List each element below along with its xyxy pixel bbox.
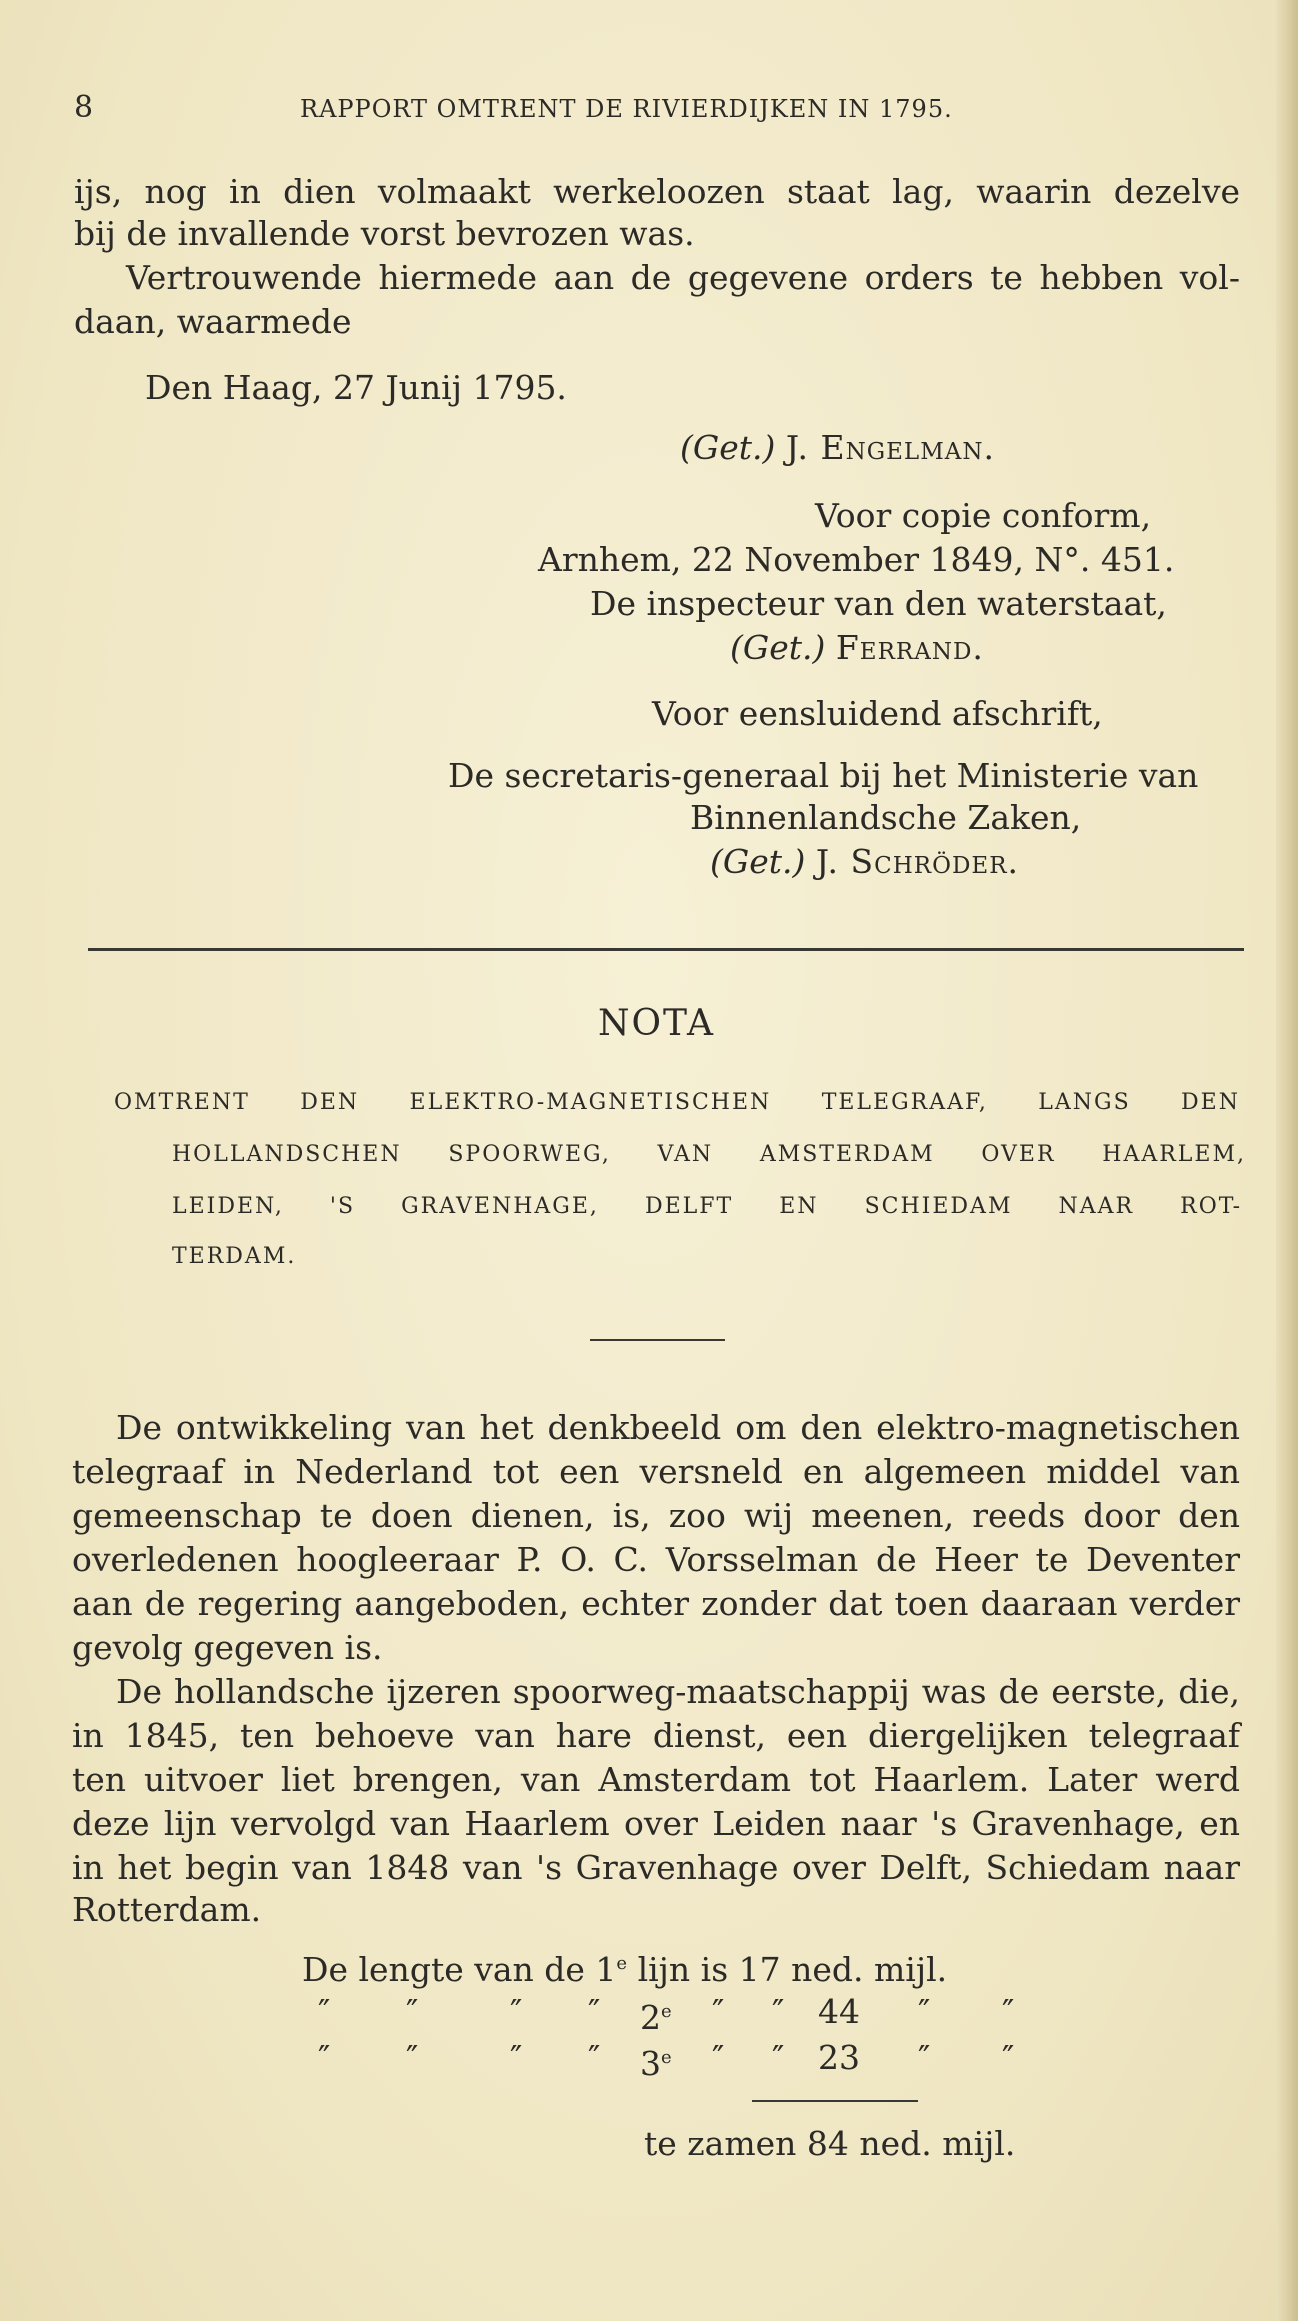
ditto-mark: ″ [1002,1992,1015,2031]
get-prefix: (Get.) [680,428,776,467]
ditto-mark: ″ [588,1992,601,2031]
ditto-mark: ″ [1002,2038,1015,2077]
ordinal-number: 3 [640,2044,661,2083]
total-length: te zamen 84 ned. mijl. [644,2124,1016,2163]
short-divider [590,1339,725,1341]
length-row-1 [302,1944,947,1990]
length-value: 44 [818,1992,860,2031]
ditto-mark: ″ [318,2038,331,2077]
page-number: 8 [74,90,95,125]
ditto-mark: ″ [588,2038,601,2077]
length-value: 23 [818,2038,860,2077]
page-spine-edge [1276,0,1298,2321]
signer-name: J. Engelman. [785,428,995,467]
body-line-6: gevolg gegeven is. [72,1628,383,1667]
ditto-mark: ″ [918,2038,931,2077]
place-date: Den Haag, 27 Junij 1795. [145,368,567,407]
ordinal-number: 2 [640,1998,661,2037]
signer-name: Ferrand. [835,628,984,667]
ordinal-sup: e [661,2047,672,2068]
body-line-9: ten uitvoer liet brengen, van Amsterdam tot Haarlem. Later werd [72,1760,1240,1799]
body-line-7: De hollandsche ijzeren spoorweg-maatschappij was de eerste, die, [116,1672,1240,1711]
ordinal-sup: e [661,2001,672,2022]
body-line-11: in het begin van 1848 van 's Gravenhage over Delft, Schiedam naar [72,1848,1240,1887]
ditto-mark: ″ [712,2038,725,2077]
letter-line-2: bij de invallende vorst bevrozen was. [74,214,695,253]
ditto-mark: ″ [772,1992,785,2031]
nota-title: NOTA [598,1003,716,1044]
signer-name: J. Schröder. [815,842,1020,881]
secretary-line-1: De secretaris-generaal bij het Ministerie van [448,756,1199,795]
body-line-5: aan de regering aangeboden, echter zonder dat toen daaraan verder [72,1584,1240,1623]
ditto-mark: ″ [510,2038,523,2077]
sum-rule [752,2100,918,2102]
signature-engelman [680,428,995,468]
body-line-8: in 1845, ten behoeve van hare dienst, een diergelijken telegraaf [72,1716,1240,1755]
ditto-mark: ″ [918,1992,931,2031]
secretary-line-2: Binnenlandsche Zaken, [690,798,1082,837]
ditto-mark: ″ [510,1992,523,2031]
letter-line-1: ijs, nog in dien volmaakt werkeloozen staat lag, waarin dezelve [74,172,1240,211]
letter-line-4: daan, waarmede [74,302,352,341]
copy-place-date: Arnhem, 22 November 1849, N°. 451. [538,540,1175,579]
signature-schroder [710,842,1019,882]
signature-ferrand [730,628,984,668]
ditto-mark: ″ [406,2038,419,2077]
eensluidend-afschrift: Voor eensluidend afschrift, [652,694,1103,733]
body-line-12: Rotterdam. [72,1890,262,1929]
body-line-1: De ontwikkeling van het denkbeeld om den elektro-magnetischen [116,1408,1240,1447]
letter-line-3: Vertrouwende hiermede aan de gegevene orders te hebben vol- [126,258,1240,297]
row-lead-text: De lengte van de 1 [302,1950,617,1989]
row-tail-text: lijn is 17 ned. mijl. [627,1950,948,1989]
body-line-10: deze lijn vervolgd van Haarlem over Leiden naar 's Gravenhage, en [72,1804,1240,1843]
nota-subtitle-line-3: LEIDEN, 'S GRAVENHAGE, DELFT EN SCHIEDAM NAAR ROT- [172,1194,1242,1219]
ditto-mark: ″ [712,1992,725,2031]
copy-conform: Voor copie conform, [815,496,1152,535]
nota-subtitle-line-4: TERDAM. [172,1244,297,1269]
ditto-mark: ″ [318,1992,331,2031]
ordinal [640,2038,672,2084]
ordinal [640,1992,672,2038]
ditto-mark: ″ [772,2038,785,2077]
get-prefix: (Get.) [710,842,806,881]
section-divider [88,948,1244,951]
ditto-mark: ″ [406,1992,419,2031]
inspector-title: De inspecteur van den waterstaat, [590,584,1167,623]
nota-subtitle-line-2: HOLLANDSCHEN SPOORWEG, VAN AMSTERDAM OVER HAARLEM, [172,1142,1246,1167]
nota-subtitle-line-1: OMTRENT DEN ELEKTRO-MAGNETISCHEN TELEGRAAF, LANGS DEN [114,1090,1240,1115]
body-line-4: overledenen hoogleeraar P. O. C. Vorsselman de Heer te Deventer [72,1540,1240,1579]
body-line-2: telegraaf in Nederland tot een versneld en algemeen middel van [72,1452,1240,1491]
body-line-3: gemeenschap te doen dienen, is, zoo wij meenen, reeds door den [72,1496,1240,1535]
get-prefix: (Get.) [730,628,826,667]
ordinal-sup: e [616,1953,628,1974]
running-title: RAPPORT OMTRENT DE RIVIERDIJKEN IN 1795. [300,95,953,123]
